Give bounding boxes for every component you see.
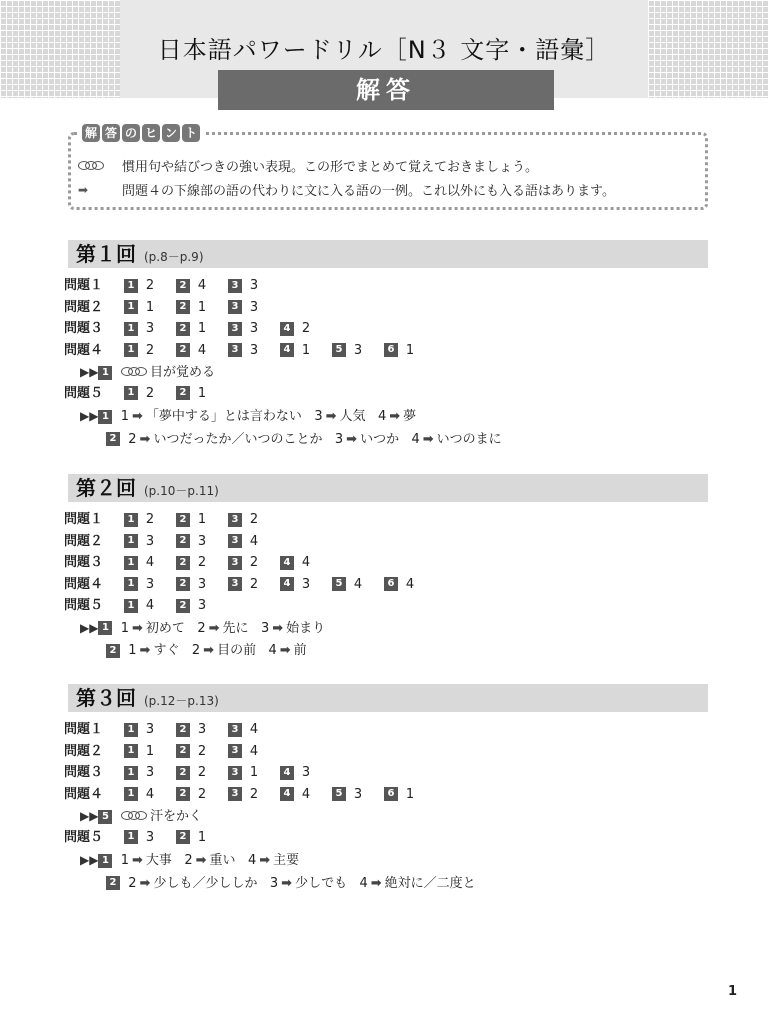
answer-row — [64, 342, 436, 360]
arrow-icon: ➡ — [272, 620, 284, 636]
answer-cell — [176, 533, 214, 551]
arrow-icon: ➡ — [195, 853, 207, 868]
question-number: 5 — [332, 787, 346, 801]
answer-value: 2 — [197, 786, 207, 802]
answer-cell — [228, 786, 266, 804]
arrow-icon: ➡ — [203, 643, 215, 658]
answer-value: 3 — [197, 722, 207, 737]
answer-cell — [332, 576, 370, 594]
answer-value: 4 — [405, 576, 415, 592]
answer-value: 2 — [197, 555, 207, 570]
idiom-row — [80, 363, 215, 381]
question-number: 1 — [124, 766, 138, 780]
answer-value: 4 — [249, 743, 259, 759]
rings-icon — [78, 159, 122, 173]
answer-row — [64, 597, 228, 615]
question-number: 4 — [280, 577, 294, 591]
answer-cell — [176, 576, 214, 594]
page-number: 1 — [728, 984, 738, 999]
choice-number: 3 — [260, 620, 270, 636]
problem-label: 問題４ — [64, 576, 104, 592]
question-number: 2 — [106, 432, 120, 446]
answer-value: 3 — [249, 342, 259, 358]
answer-value: 4 — [145, 598, 155, 613]
question-number: 3 — [228, 300, 242, 314]
answer-cell — [176, 786, 214, 804]
answer-cell — [124, 554, 162, 572]
answer-value: 1 — [145, 299, 155, 315]
answer-cell — [124, 342, 162, 360]
answer-cell — [176, 554, 214, 572]
answer-row — [64, 721, 280, 739]
arrow-icon: ➡ — [281, 875, 293, 891]
answer-cell — [228, 342, 266, 360]
answer-cell — [384, 576, 422, 594]
alternative-word: 絶対に／二度と — [384, 875, 476, 891]
answer-cell — [124, 786, 162, 804]
question-number: 3 — [228, 744, 242, 758]
answer-cell — [228, 764, 266, 782]
question-number: 2 — [176, 513, 190, 527]
answer-cell — [124, 576, 162, 594]
hint-title-char: ト — [182, 124, 200, 142]
answer-cell — [124, 764, 162, 782]
hint-row-example — [78, 180, 615, 199]
answer-cell — [280, 320, 318, 338]
question-number: 2 — [176, 723, 190, 737]
question-number: 1 — [124, 300, 138, 314]
arrow-icon: ➡ — [422, 431, 434, 447]
answer-row — [64, 786, 436, 804]
question-number: 1 — [124, 322, 138, 336]
question-number: 1 — [124, 599, 138, 613]
answer-row — [64, 385, 228, 403]
section-header — [68, 474, 708, 502]
answer-value: 2 — [145, 385, 155, 401]
answer-value: 2 — [197, 765, 207, 780]
idiom-text: 汗をかく — [150, 809, 203, 824]
choice-number: 3 — [334, 431, 344, 447]
answer-cell — [228, 320, 266, 338]
answer-row — [64, 743, 280, 761]
question-number: 2 — [176, 787, 190, 801]
answer-cell — [124, 385, 162, 403]
answer-cell — [124, 299, 162, 317]
question-number: 5 — [98, 810, 112, 824]
question-number: 2 — [176, 386, 190, 400]
problem-label: 問題１ — [64, 512, 104, 527]
question-number: 4 — [280, 787, 294, 801]
question-number: 1 — [124, 744, 138, 758]
problem-label: 問題１ — [64, 722, 104, 737]
answer-cell — [124, 597, 162, 615]
answer-value: 3 — [301, 765, 311, 780]
answer-value: 1 — [197, 321, 207, 336]
choice-number: 1 — [120, 620, 130, 636]
answer-value: 1 — [197, 512, 207, 527]
question-number: 3 — [228, 723, 242, 737]
answer-value: 3 — [249, 321, 259, 336]
answer-cell — [228, 277, 266, 295]
question-number: 1 — [124, 723, 138, 737]
question-number: 3 — [228, 577, 242, 591]
answer-value: 3 — [249, 278, 259, 293]
question-number: 2 — [176, 599, 190, 613]
answer-cell — [176, 511, 214, 529]
answer-row — [64, 511, 280, 529]
double-arrow-icon: ▶▶ — [80, 365, 99, 379]
alternative-word: すぐ — [153, 643, 180, 658]
question-number: 2 — [176, 343, 190, 357]
hint-title — [78, 124, 204, 142]
choice-number: 2 — [184, 853, 193, 868]
answer-cell — [124, 721, 162, 739]
alternative-word: いつか — [360, 431, 400, 447]
arrow-icon: ➡ — [139, 643, 151, 658]
answer-value: 3 — [197, 576, 207, 592]
answer-value: 2 — [197, 743, 207, 759]
section-pages: (p.8－p.9) — [144, 250, 204, 264]
answer-value: 1 — [249, 765, 259, 780]
hint-title-char: の — [122, 124, 140, 142]
problem-label: 問題５ — [64, 385, 104, 401]
answer-cell — [124, 743, 162, 761]
question-number: 2 — [106, 876, 120, 890]
question-number: 1 — [124, 577, 138, 591]
answer-cell — [124, 533, 162, 551]
choice-number: 4 — [411, 431, 420, 447]
answer-value: 4 — [301, 786, 311, 802]
question-number: 3 — [228, 534, 242, 548]
answer-cell — [176, 597, 214, 615]
answer-cell — [228, 533, 266, 551]
alternative-word: 少しも／少ししか — [153, 875, 258, 891]
question-number: 2 — [176, 577, 190, 591]
answer-banner: 解答 — [218, 70, 554, 110]
answer-cell — [176, 342, 214, 360]
alternative-word: 重い — [209, 853, 236, 868]
answer-value: 3 — [353, 786, 363, 802]
answer-value: 1 — [405, 342, 415, 358]
answer-cell — [124, 320, 162, 338]
question-number: 2 — [106, 644, 120, 658]
question-number: 4 — [280, 322, 294, 336]
question-number: 6 — [384, 787, 398, 801]
arrow-icon: ➡ — [132, 409, 143, 424]
section-pages: (p.12－p.13) — [144, 694, 219, 708]
question-number: 6 — [384, 577, 398, 591]
explanation-row — [106, 875, 488, 893]
answer-value: 1 — [197, 299, 207, 315]
answer-cell — [176, 721, 214, 739]
hint-text: 問題４の下線部の語の代わりに文に入る語の一例。これ以外にも入る語はあります。 — [122, 184, 615, 199]
choice-number: 3 — [314, 409, 323, 424]
question-number: 2 — [176, 830, 190, 844]
answer-cell — [176, 829, 214, 847]
question-number: 1 — [124, 513, 138, 527]
answer-cell — [176, 764, 214, 782]
answer-value: 3 — [353, 342, 363, 358]
answer-value: 3 — [145, 829, 155, 845]
problem-label: 問題３ — [64, 765, 104, 780]
question-number: 1 — [98, 854, 112, 868]
section-title: 第２回 — [76, 476, 136, 500]
question-number: 2 — [176, 744, 190, 758]
question-number: 1 — [124, 534, 138, 548]
answer-value: 3 — [145, 722, 155, 737]
question-number: 4 — [280, 343, 294, 357]
rings-icon — [121, 811, 142, 820]
question-number: 3 — [228, 556, 242, 570]
answer-cell — [332, 342, 370, 360]
problem-label: 問題４ — [64, 342, 104, 358]
alternative-word: 目の前 — [217, 643, 257, 658]
section-title: 第１回 — [76, 242, 136, 266]
idiom-row — [80, 807, 202, 825]
question-number: 2 — [176, 556, 190, 570]
question-number: 6 — [384, 343, 398, 357]
arrow-icon: ➡ — [370, 875, 382, 891]
answer-row — [64, 554, 332, 572]
question-number: 3 — [228, 322, 242, 336]
answer-value: 4 — [145, 786, 155, 802]
answer-value: 4 — [145, 555, 155, 570]
arrow-icon: ➡ — [346, 431, 358, 447]
question-number: 2 — [176, 322, 190, 336]
answer-value: 3 — [301, 576, 311, 592]
document-title: 日本語パワードリル［N３ 文字・語彙］ — [157, 36, 611, 64]
question-number: 2 — [176, 279, 190, 293]
answer-cell — [124, 829, 162, 847]
question-number: 3 — [228, 279, 242, 293]
alternative-word: 大事 — [145, 853, 172, 868]
explanation-row — [106, 431, 514, 449]
answer-cell — [176, 320, 214, 338]
arrow-icon: ➡ — [78, 182, 89, 197]
choice-number: 1 — [120, 853, 130, 868]
answer-cell — [176, 385, 214, 403]
answer-row — [64, 764, 332, 782]
explanation-row — [80, 851, 312, 869]
answer-value: 3 — [145, 533, 155, 549]
answer-value: 2 — [249, 786, 259, 802]
answer-value: 4 — [353, 576, 363, 592]
problem-label: 問題２ — [64, 533, 104, 549]
answer-cell — [228, 743, 266, 761]
choice-number: 2 — [128, 431, 137, 447]
question-number: 1 — [98, 410, 112, 424]
answer-value: 3 — [197, 533, 207, 549]
answer-value: 2 — [145, 512, 155, 527]
answer-row — [64, 299, 280, 317]
rings-icon — [121, 367, 142, 376]
choice-number: 2 — [197, 620, 206, 636]
question-number: 3 — [228, 766, 242, 780]
answer-value: 3 — [197, 598, 207, 613]
answer-value: 1 — [405, 786, 415, 802]
answer-value: 2 — [145, 278, 155, 293]
problem-label: 問題２ — [64, 299, 104, 315]
problem-label: 問題４ — [64, 786, 104, 802]
question-number: 4 — [280, 556, 294, 570]
question-number: 1 — [98, 366, 112, 380]
section-pages: (p.10－p.11) — [144, 484, 219, 498]
problem-label: 問題５ — [64, 829, 104, 845]
question-number: 1 — [124, 386, 138, 400]
answer-value: 4 — [249, 722, 259, 737]
explanation-row — [80, 619, 338, 637]
answer-value: 3 — [145, 765, 155, 780]
question-number: 1 — [124, 787, 138, 801]
double-arrow-icon: ▶▶ — [80, 853, 99, 867]
choice-number: 2 — [191, 643, 201, 658]
explanation-row — [106, 642, 319, 660]
arrow-icon: ➡ — [132, 620, 143, 636]
explanation-row — [80, 407, 429, 425]
answer-cell — [280, 342, 318, 360]
answer-value: 1 — [197, 829, 207, 845]
answer-cell — [228, 554, 266, 572]
answer-value: 4 — [301, 555, 311, 570]
alternative-word: 初めて — [145, 620, 185, 636]
answer-value: 3 — [145, 321, 155, 336]
question-number: 1 — [124, 279, 138, 293]
alternative-word: いつだったか／いつのことか — [153, 431, 323, 447]
alternative-word: 始まり — [286, 620, 326, 636]
problem-label: 問題２ — [64, 743, 104, 759]
section-title: 第３回 — [76, 686, 136, 710]
problem-label: 問題５ — [64, 598, 104, 613]
answer-value: 2 — [249, 512, 259, 527]
alternative-word: いつのまに — [436, 431, 502, 447]
choice-number: 4 — [268, 643, 277, 658]
answer-cell — [228, 721, 266, 739]
choice-number: 3 — [269, 875, 279, 891]
answer-cell — [280, 554, 318, 572]
answer-row — [64, 533, 280, 551]
answer-cell — [280, 786, 318, 804]
answer-cell — [332, 786, 370, 804]
answer-cell — [280, 764, 318, 782]
answer-cell — [124, 511, 162, 529]
answer-value: 1 — [197, 385, 207, 401]
answer-value: 3 — [249, 299, 259, 315]
answer-value: 4 — [197, 342, 207, 358]
question-number: 4 — [280, 766, 294, 780]
answer-cell — [176, 277, 214, 295]
arrow-icon: ➡ — [259, 853, 271, 868]
arrow-icon: ➡ — [389, 409, 401, 424]
answer-cell — [176, 743, 214, 761]
answer-value: 2 — [145, 342, 155, 358]
double-arrow-icon: ▶▶ — [80, 620, 99, 635]
question-number: 5 — [332, 577, 346, 591]
idiom-text: 目が覚める — [150, 365, 216, 380]
arrow-icon: ➡ — [132, 853, 143, 868]
double-arrow-icon: ▶▶ — [80, 409, 99, 423]
answer-row — [64, 829, 228, 847]
hint-text: 慣用句や結びつきの強い表現。この形でまとめて覚えておきましょう。 — [122, 160, 539, 175]
answer-row — [64, 320, 332, 338]
question-number: 3 — [228, 787, 242, 801]
question-number: 1 — [124, 343, 138, 357]
problem-label: 問題１ — [64, 278, 104, 293]
alternative-word: 先に — [222, 620, 249, 636]
question-number: 1 — [98, 621, 112, 635]
hint-title-char: 答 — [102, 124, 120, 142]
answer-cell — [280, 576, 318, 594]
arrow-icon: ➡ — [139, 431, 151, 447]
answer-row — [64, 576, 436, 594]
alternative-word: 少しでも — [295, 875, 348, 891]
answer-cell — [384, 342, 422, 360]
problem-label: 問題３ — [64, 321, 104, 336]
choice-number: 4 — [377, 409, 387, 424]
choice-number: 2 — [128, 875, 137, 891]
answer-value: 1 — [301, 342, 311, 358]
answer-cell — [384, 786, 422, 804]
answer-cell — [228, 511, 266, 529]
answer-cell — [228, 576, 266, 594]
answer-value: 4 — [197, 278, 207, 293]
choice-number: 1 — [120, 409, 130, 424]
answer-value: 1 — [145, 743, 155, 759]
hint-title-char: 解 — [82, 124, 100, 142]
alternative-word: 「夢中する」とは言わない — [145, 409, 302, 424]
arrow-icon: ➡ — [325, 409, 337, 424]
alternative-word: 前 — [293, 643, 307, 658]
answer-value: 2 — [301, 321, 311, 336]
choice-number: 4 — [247, 853, 257, 868]
hint-title-char: ン — [162, 124, 180, 142]
question-number: 2 — [176, 766, 190, 780]
section-header — [68, 240, 708, 268]
question-number: 1 — [124, 830, 138, 844]
section-header — [68, 684, 708, 712]
arrow-icon: ➡ — [139, 875, 151, 891]
answer-value: 2 — [249, 576, 259, 592]
answer-value: 2 — [249, 555, 259, 570]
answer-value: 3 — [145, 576, 155, 592]
question-number: 1 — [124, 556, 138, 570]
arrow-icon: ➡ — [279, 643, 291, 658]
problem-label: 問題３ — [64, 555, 104, 570]
alternative-word: 人気 — [339, 409, 366, 424]
choice-number: 1 — [128, 643, 137, 658]
alternative-word: 夢 — [403, 409, 417, 424]
arrow-icon: ➡ — [208, 620, 220, 636]
alternative-word: 主要 — [273, 853, 300, 868]
answer-cell — [124, 277, 162, 295]
answer-value: 4 — [249, 533, 259, 549]
answer-row — [64, 277, 280, 295]
question-number: 3 — [228, 513, 242, 527]
hint-row-idiom — [78, 156, 538, 175]
answer-cell — [176, 299, 214, 317]
answer-cell — [228, 299, 266, 317]
double-arrow-icon: ▶▶ — [80, 809, 99, 823]
question-number: 5 — [332, 343, 346, 357]
question-number: 3 — [228, 343, 242, 357]
question-number: 2 — [176, 534, 190, 548]
hint-title-char: ヒ — [142, 124, 160, 142]
question-number: 2 — [176, 300, 190, 314]
choice-number: 4 — [359, 875, 368, 891]
